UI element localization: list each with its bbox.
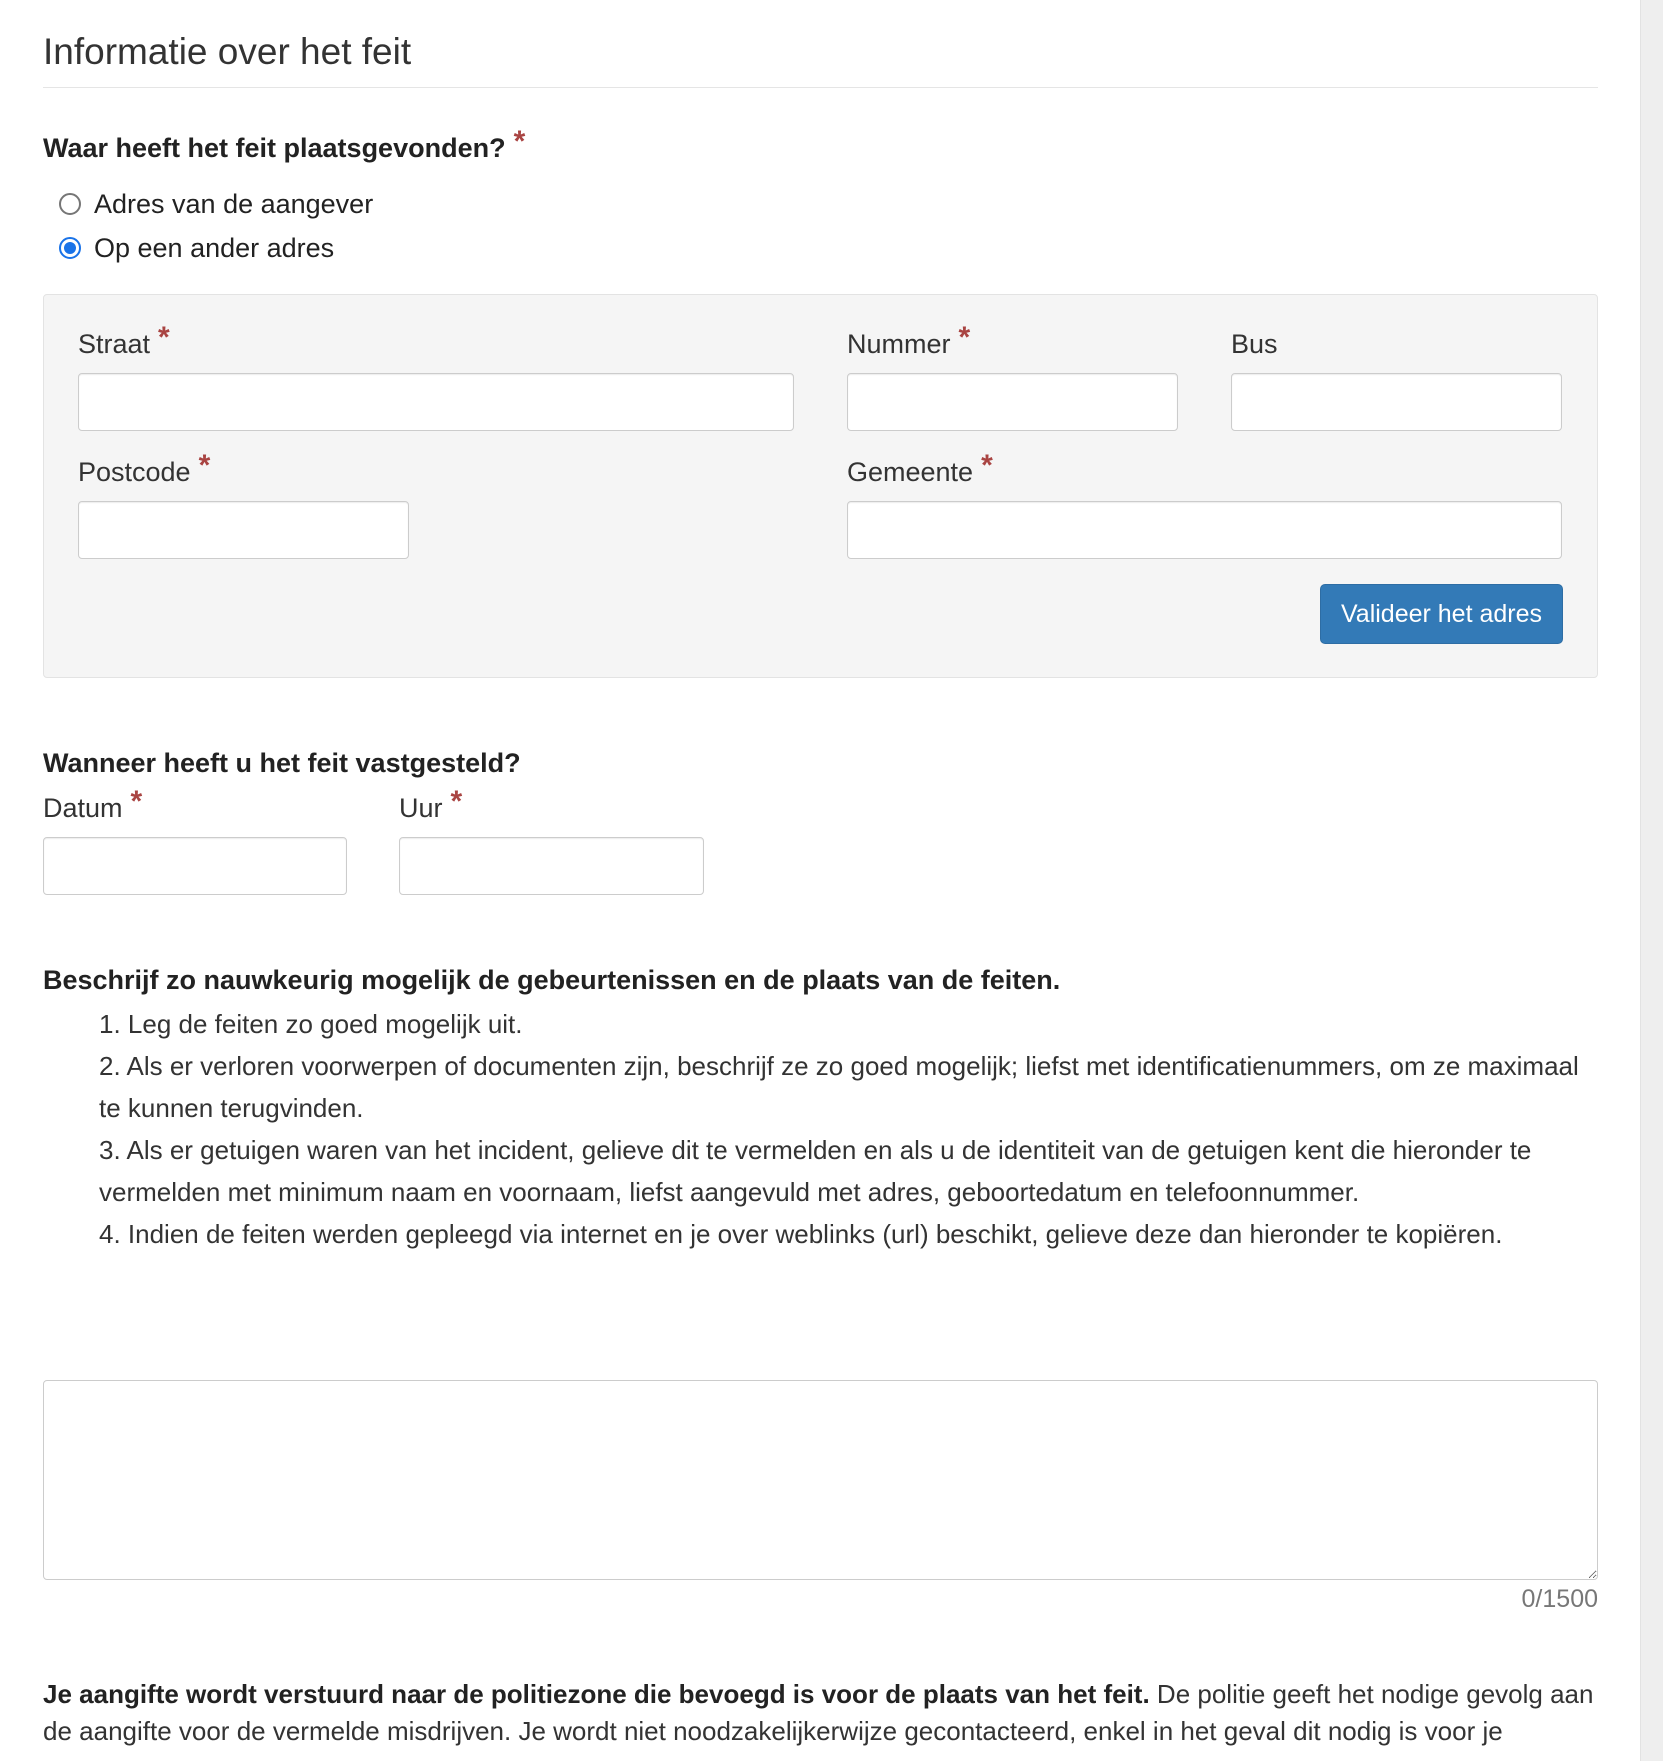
number-field [847,321,1178,431]
when-section [43,745,1598,899]
when-question-label: Wanneer heeft u het feit vastgesteld? [43,748,521,778]
radio-label-reporter-address[interactable]: Adres van de aangever [94,188,374,219]
list-item: 3. Als er getuigen waren van het incident, gelieve dit te vermelden en als u de identiteit van de getuigen kent die hieronder te vermelden met minimum naam en voornaam, liefst aangevuld met adres, geboortedatum en telefoonnummer. [99,1135,1532,1207]
description-textarea[interactable] [43,1380,1598,1580]
time-input[interactable] [399,837,704,895]
address-panel [43,294,1598,678]
radio-label-other-address[interactable]: Op een ander adres [94,232,335,263]
required-icon: * [158,321,170,354]
required-icon: * [198,449,211,482]
footer-notice [43,1676,1598,1750]
description-heading: Beschrijf zo nauwkeurig mogelijk de gebeurtenissen en de plaats van de feiten. [43,965,1061,995]
municipality-field [847,449,1562,559]
number-label: Nummer * [847,321,971,359]
date-input[interactable] [43,837,347,895]
radio-option-reporter-address[interactable] [59,182,1598,226]
postcode-input[interactable] [78,501,409,559]
radio-button-reporter-address[interactable] [59,193,81,215]
validate-address-button[interactable]: Valideer het adres [1320,584,1563,644]
time-field [399,785,704,895]
postcode-field [78,449,409,559]
box-label: Bus [1231,329,1278,359]
street-input[interactable] [78,373,794,431]
form-content [43,0,1598,1746]
date-label: Datum * [43,785,143,823]
location-radio-group [43,182,1598,270]
municipality-label: Gemeente * [847,449,993,487]
time-label: Uur * [399,785,463,823]
postcode-label: Postcode * [78,449,211,487]
location-question [43,125,1598,166]
required-icon: * [130,785,143,818]
street-field [78,321,794,431]
number-input[interactable] [847,373,1178,431]
radio-button-other-address[interactable] [59,237,81,259]
page-scrollbar[interactable] [1640,0,1663,1761]
street-label: Straat * [78,321,170,359]
character-counter: 0/1500 [1521,1585,1598,1613]
list-item: 4. Indien de feiten werden gepleegd via internet en je over weblinks (url) beschikt, gelieve deze dan hieronder te kopiëren. [99,1219,1503,1249]
required-icon: * [981,449,993,482]
required-icon: * [513,125,526,158]
section-title: Informatie over het feit [43,0,1598,88]
radio-option-other-address[interactable] [59,226,1598,270]
required-icon: * [450,785,463,818]
location-question-label: Waar heeft het feit plaatsgevonden? * [43,125,526,163]
when-fields [43,785,1598,899]
list-item: 2. Als er verloren voorwerpen of documenten zijn, beschrijf ze zo goed mogelijk; liefst met identificatienummers, om ze maximaal te kunnen terugvinden. [99,1051,1579,1123]
required-icon: * [958,321,971,354]
box-field [1231,325,1562,431]
footer-notice-bold: Je aangifte wordt verstuurd naar de politiezone die bevoegd is voor de plaats van het feit. [43,1679,1150,1709]
list-item: 1. Leg de feiten zo goed mogelijk uit. [99,1009,523,1039]
description-section [43,961,1598,1255]
box-input[interactable] [1231,373,1562,431]
municipality-input[interactable] [847,501,1562,559]
date-field [43,785,347,895]
footer-notice-text: De politie geeft het nodige gevolg aan de aangifte voor de vermelde misdrijven. Je wordt niet noodzakelijkerwijze gecontacteerd, enkel in het geval dit nodig is voor je [43,1679,1594,1746]
instructions-list [43,1003,1598,1255]
